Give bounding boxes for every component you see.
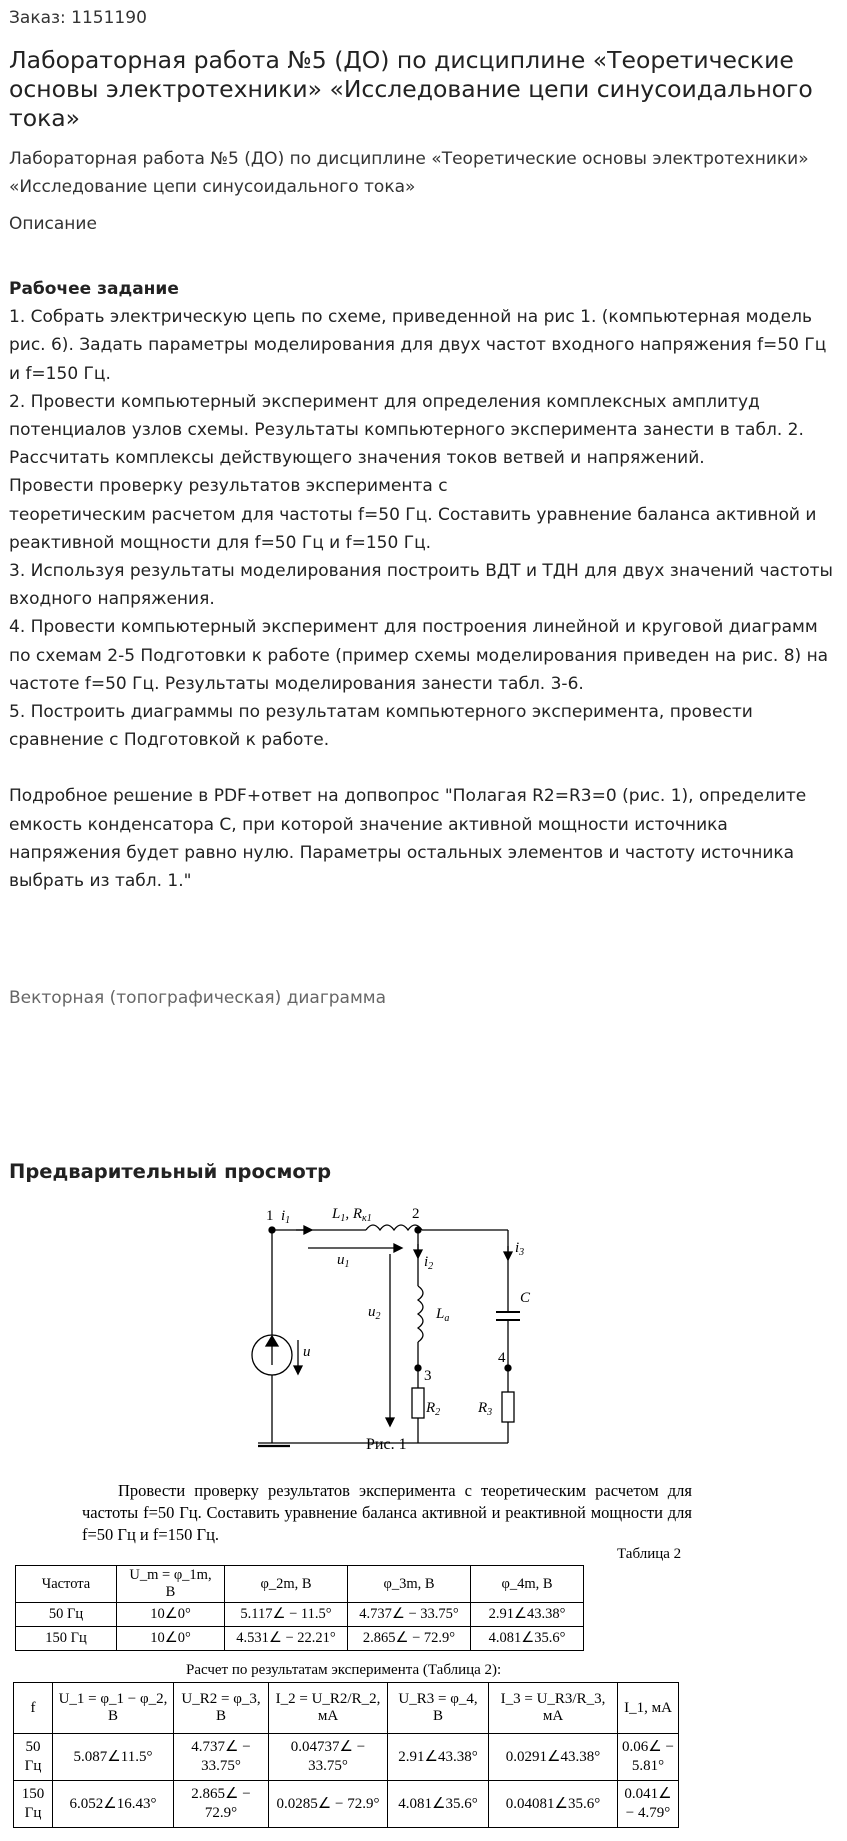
t2-cell: 0.0291∠43.38° <box>489 1734 618 1781</box>
t2-cell: 2.91∠43.38° <box>388 1734 489 1781</box>
t1-cell: 2.865∠ − 72.9° <box>348 1627 471 1651</box>
task-heading: Рабочее задание <box>9 279 179 299</box>
t1-cell: 2.91∠43.38° <box>471 1603 584 1627</box>
description-label: Описание <box>9 214 97 234</box>
c-label: C <box>520 1290 531 1306</box>
t1-cell: 10∠0° <box>117 1627 225 1651</box>
t1-header: Частота <box>16 1566 117 1603</box>
t2-cell: 4.737∠ − 33.75° <box>174 1734 269 1781</box>
t2-header: U_R2 = φ_3, В <box>174 1683 269 1734</box>
i1-label: $i_1$ <box>281 1208 291 1226</box>
u1-label: $u_1$ <box>337 1252 350 1270</box>
table-2 <box>13 1682 679 1828</box>
r2-label: $R_2$ <box>426 1400 441 1418</box>
t2-cell: 0.041∠ − 4.79° <box>618 1781 679 1828</box>
t2-cell: 5.087∠11.5° <box>53 1734 174 1781</box>
t1-header: φ_4m, В <box>471 1566 584 1603</box>
t2-cell: 0.04737∠ − 33.75° <box>269 1734 388 1781</box>
circuit-diagram <box>0 1190 847 1480</box>
la-label: $L_a$ <box>436 1306 450 1324</box>
task-line-2: 2. Провести компьютерный эксперимент для определения комплексных амплитуд потенциалов узлов схемы. Результаты компьютерного эксперимента занести в табл. 2. Рассчитать комплексы действующего значения токов ветвей и напряжений. <box>9 391 804 469</box>
t2-header: I_1, мА <box>618 1683 679 1734</box>
t2-cell: 50 Гц <box>14 1734 53 1781</box>
i3-label: $i_3$ <box>515 1240 525 1258</box>
vector-diagram-label: Векторная (топографическая) диаграмма <box>9 988 387 1008</box>
u-label: u <box>303 1344 311 1360</box>
table1-caption: Таблица 2 <box>617 1546 682 1562</box>
table-1 <box>15 1565 584 1651</box>
node-4-label: 4 <box>498 1350 506 1366</box>
i2-label: $i_2$ <box>424 1254 434 1272</box>
t2-header: U_R3 = φ_4, В <box>388 1683 489 1734</box>
t2-cell: 4.081∠35.6° <box>388 1781 489 1828</box>
l1r1-label: $L_1$, $R_{к1}$ <box>332 1206 372 1224</box>
node-1-label: 1 <box>266 1208 274 1224</box>
t2-header: f <box>14 1683 53 1734</box>
table-row <box>16 1603 584 1627</box>
task-extra: Подробное решение в PDF+ответ на допвопрос "Полагая R2=R3=0 (рис. 1), определите емкость конденсатора С, при которой значение активной мощности источника напряжения будет равно нулю. Параметры остальных элементов и частоту источника выбрать из табл. 1." <box>9 786 807 892</box>
t2-cell: 150 Гц <box>14 1781 53 1828</box>
preview-heading: Предварительный просмотр <box>9 1160 332 1183</box>
task-line-1: 1. Собрать электрическую цепь по схеме, приведенной на рис 1. (компьютерная модель рис. 6). Задать параметры моделирования для двух частот входного напряжения f=50 Гц и f=150 Гц. <box>9 307 827 384</box>
t1-cell: 4.081∠35.6° <box>471 1627 584 1651</box>
figure-caption: Рис. 1 <box>366 1436 407 1453</box>
task-line-5: 3. Используя результаты моделирования построить ВДТ и ТДН для двух значений частоты входного напряжения. <box>9 561 833 610</box>
t1-header: U_m = φ_1m, В <box>117 1566 225 1603</box>
t1-header: φ_2m, В <box>225 1566 348 1603</box>
preview-scan <box>0 1190 847 1841</box>
table-row <box>16 1627 584 1651</box>
t1-cell: 50 Гц <box>16 1603 117 1627</box>
t1-cell: 5.117∠ − 11.5° <box>225 1603 348 1627</box>
t2-cell: 2.865∠ − 72.9° <box>174 1781 269 1828</box>
u2-label: $u_2$ <box>368 1304 381 1322</box>
t2-header: I_2 = U_R2/R_2, мА <box>269 1683 388 1734</box>
t1-header: φ_3m, В <box>348 1566 471 1603</box>
task-line-4: теоретическим расчетом для частоты f=50 Гц. Составить уравнение баланса активной и реактивной мощности для f=50 Гц и f=150 Гц. <box>9 504 817 553</box>
task-line-7: 5. Построить диаграммы по результатам компьютерного эксперимента, провести сравнение с Подготовкой к работе. <box>9 702 753 751</box>
node-2-label: 2 <box>412 1206 420 1222</box>
task-line-6: 4. Провести компьютерный эксперимент для построения линейной и круговой диаграмм по схемам 2-5 Подготовки к работе (пример схемы моделирования приведен на рис. 8) на частоте f=50 Гц. Результаты моделирования занести табл. 3-6. <box>9 617 829 694</box>
task-section <box>9 275 841 895</box>
table2-caption: Расчет по результатам эксперимента (Таблица 2): <box>186 1662 502 1678</box>
order-number: Заказ: 1151190 <box>9 8 147 28</box>
t1-cell: 150 Гц <box>16 1627 117 1651</box>
page-title: Лабораторная работа №5 (ДО) по дисциплине «Теоретические основы электротехники» «Исследование цепи синусоидального тока» <box>9 46 813 132</box>
table-row <box>14 1734 679 1781</box>
t2-cell: 6.052∠16.43° <box>53 1781 174 1828</box>
t2-cell: 0.0285∠ − 72.9° <box>269 1781 388 1828</box>
t2-cell: 0.04081∠35.6° <box>489 1781 618 1828</box>
t1-cell: 4.737∠ − 33.75° <box>348 1603 471 1627</box>
task-line-3: Провести проверку результатов эксперимента с <box>9 476 448 497</box>
t2-cell: 0.06∠ − 5.81° <box>618 1734 679 1781</box>
t2-header: U_1 = φ_1 − φ_2, В <box>53 1683 174 1734</box>
r3-label: $R_3$ <box>478 1400 493 1418</box>
t1-cell: 10∠0° <box>117 1603 225 1627</box>
t1-cell: 4.531∠ − 22.21° <box>225 1627 348 1651</box>
t2-header: I_3 = U_R3/R_3, мА <box>489 1683 618 1734</box>
scan-paragraph: Провести проверку результатов эксперимента с теоретическим расчетом для частоты f=50 Гц. Составить уравнение баланса активной и реактивной мощности для f=50 Гц и f=150 Гц. <box>82 1481 692 1544</box>
page-subtitle: Лабораторная работа №5 (ДО) по дисциплине «Теоретические основы электротехники» «Исследование цепи синусоидального тока» <box>9 149 809 197</box>
node-3-label: 3 <box>424 1368 432 1384</box>
table-row <box>14 1781 679 1828</box>
